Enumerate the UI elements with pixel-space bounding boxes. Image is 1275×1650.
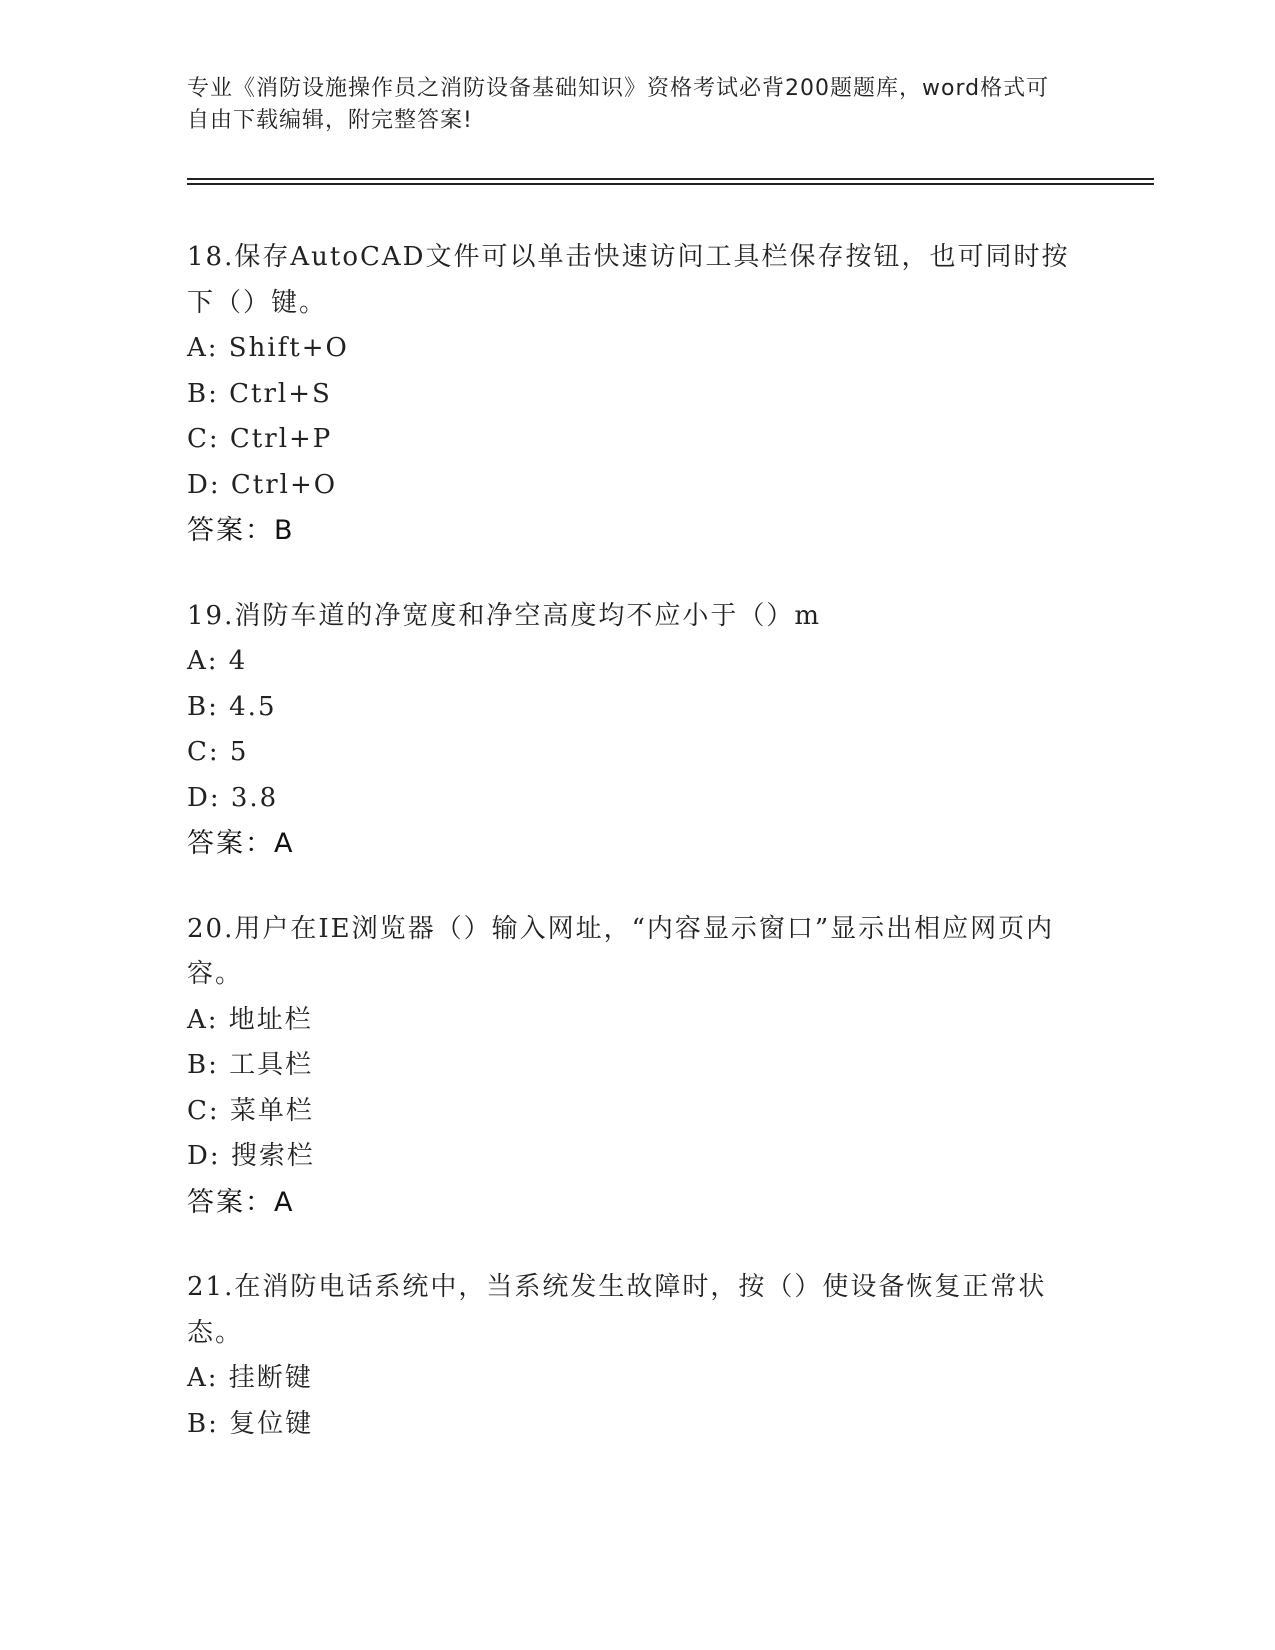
question-list: [187, 235, 1087, 1487]
answer-value: A: [274, 1186, 293, 1218]
answer-line: [187, 508, 1087, 554]
question-18: [187, 235, 1087, 554]
option-b: B: Ctrl+S: [187, 378, 332, 409]
answer-line: [187, 1180, 1087, 1226]
header-divider-top: [187, 178, 1154, 180]
answer-label: 答案：: [187, 1186, 274, 1218]
question-stem: 21.在消防电话系统中，当系统发生故障时，按（）使设备恢复正常状态。: [187, 1272, 1047, 1348]
option-a: A: 地址栏: [187, 1004, 313, 1035]
document-header: 专业《消防设施操作员之消防设备基础知识》资格考试必背200题题库，word格式可自由下载编辑，附完整答案!: [187, 76, 1050, 133]
option-d: D: 3.8: [187, 782, 279, 813]
option-b: B: 复位键: [187, 1408, 314, 1439]
header-divider-bottom: [187, 183, 1154, 185]
option-d: D: 搜索栏: [187, 1141, 315, 1171]
option-c: C: 菜单栏: [187, 1095, 314, 1126]
option-a: A: 挂断键: [187, 1363, 313, 1393]
option-b: B: 工具栏: [187, 1050, 314, 1080]
question-19: [187, 594, 1087, 867]
answer-value: A: [274, 828, 293, 859]
question-20: [187, 907, 1087, 1226]
answer-value: B: [274, 515, 293, 546]
option-c: C: 5: [187, 737, 249, 767]
option-a: A: Shift+O: [187, 333, 349, 363]
answer-label: 答案：: [187, 828, 274, 859]
question-stem: 18.保存AutoCAD文件可以单击快速访问工具栏保存按钮，也可同时按下（）键。: [187, 242, 1070, 318]
option-c: C: Ctrl+P: [187, 424, 333, 454]
question-stem: 19.消防车道的净宽度和净空高度均不应小于（）m: [187, 600, 822, 631]
question-stem: 20.用户在IE浏览器（）输入网址，“内容显示窗口”显示出相应网页内容。: [187, 913, 1055, 989]
option-d: D: Ctrl+O: [187, 469, 338, 500]
option-a: A: 4: [187, 646, 248, 676]
option-b: B: 4.5: [187, 691, 277, 722]
question-21: [187, 1265, 1087, 1447]
answer-line: [187, 821, 1087, 867]
answer-label: 答案：: [187, 515, 274, 546]
